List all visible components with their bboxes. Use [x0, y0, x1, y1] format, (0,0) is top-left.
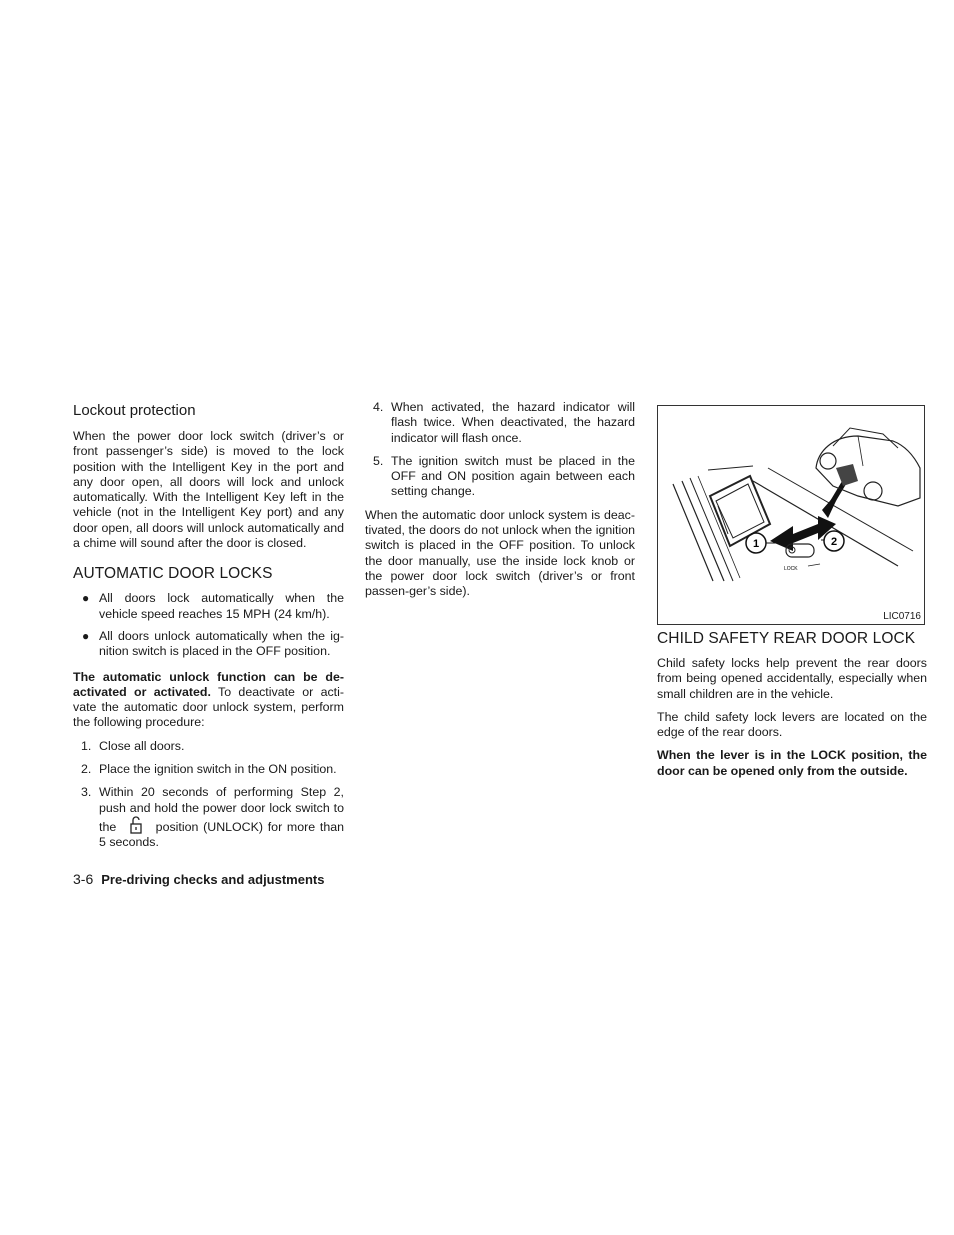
step-number: 2. — [81, 762, 92, 777]
bullet-icon: ● — [82, 628, 90, 643]
lockout-protection-heading: Lockout protection — [73, 402, 196, 419]
list-item — [73, 591, 344, 622]
callout-1: 1 — [752, 538, 760, 550]
child-safety-text-2: The child safety lock levers are located on the edge of the rear doors. — [657, 709, 927, 740]
step-text: When activated, the hazard indicator will flash twice. When deactivated, the hazard indicator will flash once. — [391, 400, 635, 445]
list-item — [73, 762, 344, 777]
auto-lock-bullet-list — [73, 591, 344, 659]
page-footer — [73, 871, 324, 887]
list-item — [365, 400, 635, 446]
deactivate-bold-text: The automatic unlock function can be de-activated or activated. — [73, 669, 344, 699]
child-safety-text-1: Child safety locks help prevent the rear doors from being opened accidentally, especially when small children are in the vehicle. — [657, 656, 927, 701]
child-safety-heading: CHILD SAFETY REAR DOOR LOCK — [657, 630, 916, 647]
warning-bold-text: When the lever is in the LOCK position, the door can be opened only from the outside. — [657, 748, 927, 778]
bullet-text: All doors lock automatically when the vehicle speed reaches 15 MPH (24 km/h). — [99, 591, 344, 621]
bullet-icon: ● — [82, 591, 90, 606]
deactivate-text: To deactivate or acti-vate the automatic door unlock system, perform the following procedure: — [73, 684, 344, 730]
lockout-protection-text: When the power door lock switch (driver’s or front passenger’s side) is moved to the lock position with the Intelligent Key in the port and any door open, all doors will lock and unlock automatically. With the Intelligent Key left in the vehicle (not in the Intelligent Key port) and any door open, all doors will unlock automatically and a chime will sound after the door is closed. — [73, 429, 344, 551]
column-left — [73, 400, 344, 859]
figure-code: LIC0716 — [883, 611, 921, 622]
child-safety-warning — [657, 748, 927, 779]
list-item — [365, 454, 635, 500]
column-middle — [365, 400, 635, 608]
lock-label: LOCK — [784, 566, 798, 572]
child-lock-illustration — [657, 405, 925, 625]
procedure-steps — [73, 739, 344, 851]
step-text: The ignition switch must be placed in the OFF and ON position again between each setting change. — [391, 453, 635, 499]
page-number: 3-6 — [73, 871, 94, 887]
list-item — [73, 785, 344, 850]
automatic-door-locks-heading: AUTOMATIC DOOR LOCKS — [73, 565, 273, 583]
column-right — [657, 630, 927, 787]
callout-2: 2 — [830, 536, 838, 548]
deactivate-paragraph — [73, 670, 344, 731]
deactivated-note: When the automatic door unlock system is deac-tivated, the doors do not unlock when the ignition switch is placed in the OFF position. To unlock the door manually, use the inside lock knob or the power door lock switch (driver’s or front passen-ger’s side). — [365, 507, 635, 599]
step-number: 1. — [81, 738, 92, 753]
step-text-after: position (UNLOCK) for more than 5 seconds. — [99, 819, 344, 850]
step-number: 3. — [81, 785, 92, 800]
list-item — [73, 739, 344, 754]
procedure-steps-continued — [365, 400, 635, 500]
door-illustration-icon — [658, 406, 924, 624]
step-text-before: Within 20 seconds of performing Step 2, push and hold the power door lock switch to the — [99, 785, 344, 834]
bullet-text: All doors unlock automatically when the ig-nition switch is placed in the OFF position. — [99, 628, 344, 659]
step-number: 5. — [373, 453, 384, 468]
step-text: Close all doors. — [99, 738, 185, 753]
section-title: Pre-driving checks and adjustments — [101, 872, 325, 887]
step-text: Place the ignition switch in the ON position. — [99, 762, 337, 777]
unlock-icon — [121, 816, 151, 832]
list-item — [73, 629, 344, 660]
step-number: 4. — [373, 400, 384, 414]
